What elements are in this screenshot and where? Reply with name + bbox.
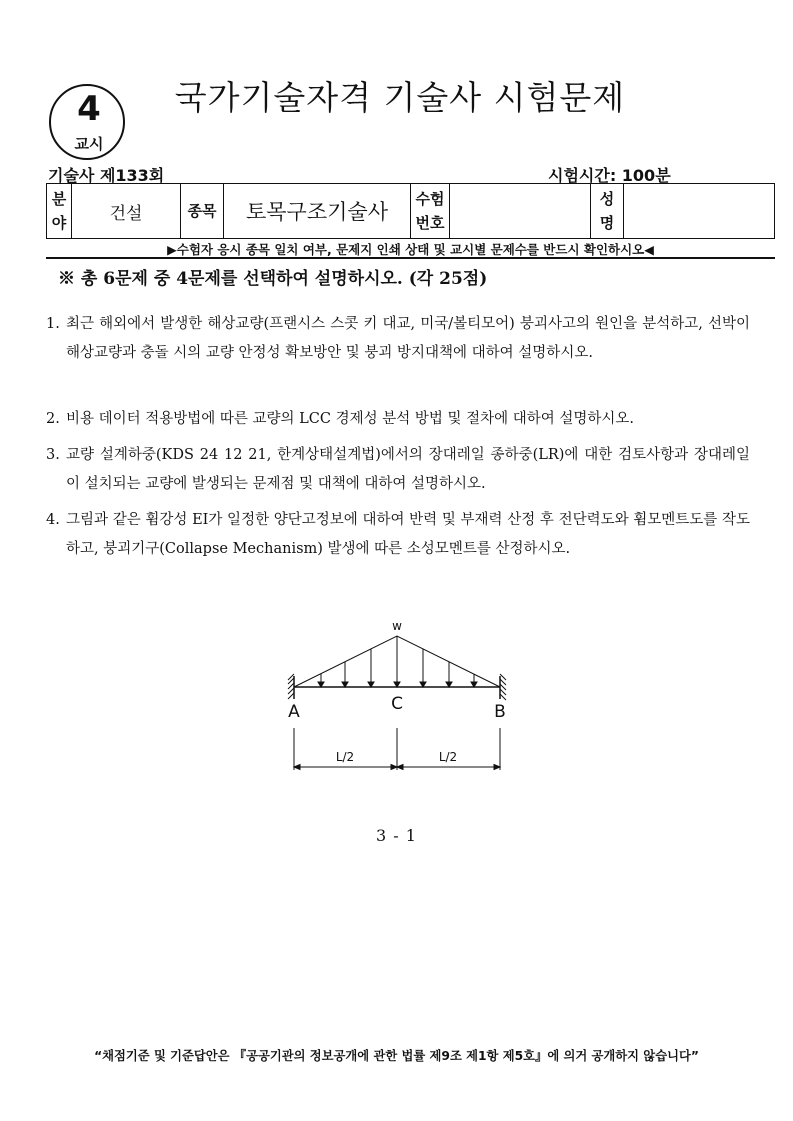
name-label-2: 명 bbox=[599, 214, 615, 232]
question-item bbox=[46, 441, 750, 499]
field-label-1: 분 bbox=[51, 190, 67, 208]
category-label: 종목 bbox=[181, 184, 224, 239]
exam-number-field[interactable] bbox=[450, 184, 591, 239]
question-number: 3. bbox=[46, 447, 60, 463]
question-text: 교량 설계하중(KDS 24 12 21, 한계상태설계법)에서의 장대레일 종하중(LR)에 대한 검토사항과 장대레일이 설치되는 교량에 발생되는 문제점 및 대책에 대하여 설명하시오. bbox=[66, 447, 750, 492]
question-number: 4. bbox=[46, 512, 60, 528]
page-number: 3 - 1 bbox=[376, 826, 417, 845]
fixed-beam-diagram bbox=[270, 610, 530, 775]
question-item bbox=[46, 506, 750, 564]
question-text: 최근 해외에서 발생한 해상교량(프랜시스 스콧 키 대교, 미국/볼티모어) 붕괴사고의 원인을 분석하고, 선박이 해상교량과 충돌 시의 교량 안정성 확보방안 및 붕괴 방지대책에 대하여 설명하시오. bbox=[66, 316, 750, 361]
name-label bbox=[591, 184, 624, 239]
field-label bbox=[47, 184, 72, 239]
span-right-label: L/2 bbox=[438, 750, 458, 764]
point-b-label: B bbox=[494, 702, 506, 722]
question-item bbox=[46, 310, 750, 368]
divider bbox=[46, 257, 775, 259]
session-label: 교시 bbox=[74, 135, 104, 153]
footer-disclaimer: “채점기준 및 기준답안은 『공공기관의 정보공개에 관한 법률 제9조 제1항 제5호』에 의거 공개하지 않습니다” bbox=[94, 1049, 699, 1063]
question-number: 1. bbox=[46, 316, 60, 332]
exam-round: 기술사 제133회 bbox=[48, 166, 165, 185]
exam-time: 시험시간: 100분 bbox=[548, 166, 671, 185]
point-a-label: A bbox=[288, 702, 300, 722]
question-number: 2. bbox=[46, 411, 60, 427]
page-title: 국가기술자격 기술사 시험문제 bbox=[174, 78, 626, 117]
session-number: 4 bbox=[77, 89, 101, 129]
span-left-label: L/2 bbox=[335, 750, 355, 764]
dimension-lines bbox=[294, 728, 500, 770]
instruction-text: ※ 총 6문제 중 4문제를 선택하여 설명하시오. (각 25점) bbox=[58, 269, 488, 289]
fixed-support-right bbox=[500, 674, 506, 700]
load-arrows bbox=[318, 636, 477, 687]
point-c-label: C bbox=[391, 694, 403, 714]
exam-info-table bbox=[46, 183, 775, 239]
session-badge bbox=[49, 84, 125, 160]
notice-text: ▶수험자 응시 종목 일치 여부, 문제지 인쇄 상태 및 교시별 문제수를 반드시 확인하시오◀ bbox=[167, 242, 654, 257]
fixed-support-left bbox=[288, 674, 294, 699]
question-text: 그림과 같은 휨강성 EI가 일정한 양단고정보에 대하여 반력 및 부재력 산정 후 전단력도와 휨모멘트도를 작도하고, 붕괴기구(Collapse Mechanism) 발생에 따른 소성모멘트를 산정하시오. bbox=[66, 512, 750, 557]
question-item bbox=[46, 405, 750, 434]
field-label-2: 야 bbox=[51, 214, 67, 232]
load-label: w bbox=[392, 619, 402, 633]
category-value: 토목구조기술사 bbox=[224, 184, 411, 239]
exam-number-label bbox=[411, 184, 450, 239]
exam-number-label-2: 번호 bbox=[415, 214, 445, 232]
name-field[interactable] bbox=[624, 184, 775, 239]
name-label-1: 성 bbox=[599, 190, 615, 208]
field-value: 건설 bbox=[72, 184, 181, 239]
question-text: 비용 데이터 적용방법에 따른 교량의 LCC 경제성 분석 방법 및 절차에 대하여 설명하시오. bbox=[66, 411, 634, 427]
exam-number-label-1: 수험 bbox=[415, 190, 445, 208]
